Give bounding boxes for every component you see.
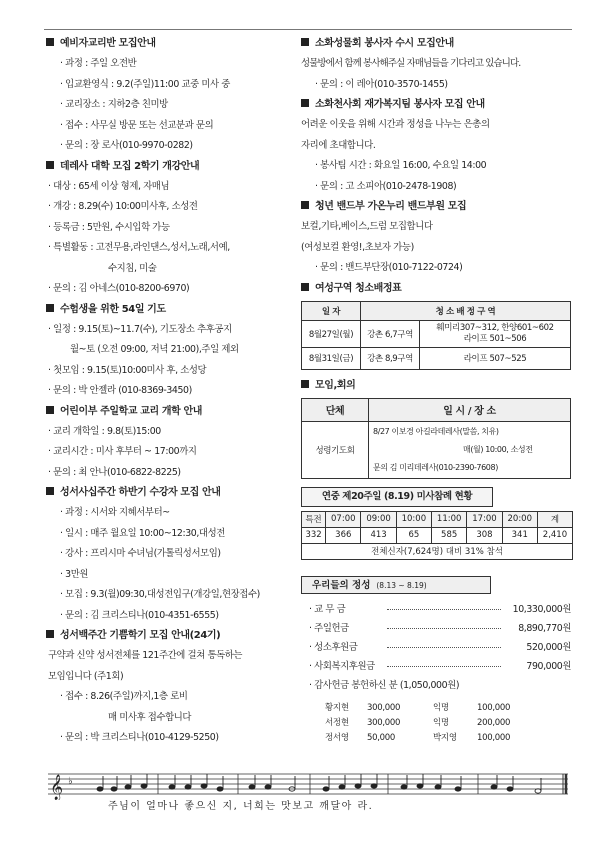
info-line: · 등록금 : 5만원, 수시입학 가능: [48, 221, 170, 233]
offering-row: · 주일헌금 8,890,770원: [309, 622, 571, 634]
info-line: · 개강 : 8.29(수) 10:00미사후, 소성전: [48, 201, 198, 212]
section-title: 데레사 대학 모집 2학기 개강안내: [46, 157, 294, 177]
table-header: 단체: [302, 398, 369, 421]
info-line: 어려운 이웃을 위해 시간과 정성을 나누는 은총의: [301, 119, 490, 130]
section-title: 수험생을 위한 54일 기도: [46, 300, 294, 320]
info-line: · 모집 : 9.3(월)09:30,대성전입구(개강일,현장접수): [60, 589, 260, 600]
info-line: 모임입니다 (주1회): [48, 670, 124, 682]
info-line: · 문의 : 김 아네스(010-8200-6970): [48, 283, 190, 294]
svg-text:♭: ♭: [68, 776, 73, 787]
info-line: · 교리 개학일 : 9.8(토)15:00: [48, 425, 161, 437]
info-line: · 문의 : 박 안젤라 (010-8369-3450): [48, 385, 192, 396]
table-header: 일 자: [302, 301, 361, 320]
section-title: 성서사십주간 하반기 수강자 모집 안내: [46, 483, 294, 503]
info-line: 매 미사후 접수합니다: [108, 711, 192, 723]
hymn-lyrics: 주님이 얼마나 좋으신 지, 너희는 맛보고 깨달아 라.: [108, 801, 374, 812]
donor-row: 황지현 300,000 익명 100,000: [325, 702, 511, 713]
info-line: 월~토 (오전 09:00, 저녁 21:00),주일 제외: [70, 344, 239, 355]
section-title: 청년 밴드부 가온누리 밴드부원 모집: [301, 197, 577, 217]
table-header: 청 소 배 정 구 역: [361, 301, 571, 320]
info-line: 수지침, 미술: [108, 262, 157, 274]
info-line: (여성보컬 환영!,초보자 가능): [301, 241, 414, 253]
table-row: 특전 07:00 09:00 10:00 11:00 17:00 20:00 계: [302, 511, 573, 527]
table-row: 332 366 413 65 585 308 341 2,410: [302, 527, 573, 543]
thanks-offering-label: · 감사헌금 봉헌하신 분 (1,050,000원): [309, 679, 460, 691]
treble-clef-icon: 𝄞: [50, 775, 64, 800]
offering-row: · 성소후원금 520,000원: [309, 641, 571, 653]
info-line: · 접수 : 8.26(주일)까지,1층 로비: [60, 691, 188, 702]
info-line: 보컬,기타,베이스,드럼 모집합니다: [301, 221, 433, 232]
donor-row: 서정현 300,000 익명 200,000: [325, 717, 511, 728]
info-line: · 교리장소 : 지하2층 친미방: [60, 99, 168, 110]
info-line: · 교리시간 : 미사 후부터 ~ 17:00까지: [48, 446, 197, 457]
meeting-table: [301, 398, 571, 479]
info-line: · 문의 : 장 로사(010-9970-0282): [60, 140, 193, 151]
info-line: · 특별활동 : 고전무용,라인댄스,성서,노래,서예,: [48, 242, 230, 253]
info-line: 구약과 신약 성서전체를 121주간에 걸쳐 통독하는: [48, 650, 243, 661]
offering-title: 우리들의 정성 (8.13 ~ 8.19): [301, 576, 491, 594]
info-line: · 과정 : 시서와 지혜서부터~: [60, 507, 170, 518]
info-line: · 문의 : 박 크리스티나(010-4129-5250): [60, 732, 219, 743]
section-title: 소화천사회 재가복지팀 봉사자 모집 안내: [301, 95, 577, 115]
offering-row: · 사회복지후원금 790,000원: [309, 660, 571, 672]
info-line: · 문의 : 최 안나(010-6822-8225): [48, 466, 181, 478]
top-rule: [44, 29, 572, 30]
left-column: [46, 34, 294, 749]
section-title: 예비자교리반 모집안내: [46, 34, 294, 54]
info-line: · 강사 : 프리시마 수녀님(가톨릭성서모임): [60, 548, 221, 559]
right-column: [301, 34, 577, 746]
attendance-title: 연중 제20주일 (8.19) 미사참례 현황: [301, 487, 493, 507]
offering-row: · 교 무 금 10,330,000원: [309, 603, 571, 615]
donor-row: 정서영 50,000 박지영 100,000: [325, 732, 511, 743]
section-title: 모임,회의: [301, 376, 577, 396]
table-row: 전체신자(7,624명) 대비 31% 참석: [302, 543, 573, 559]
info-line: · 3만원: [60, 568, 89, 580]
info-line: · 문의 : 고 소피아(010-2478-1908): [315, 180, 457, 192]
info-line: 성물방에서 함께 봉사해주실 자매님들을 기다리고 있습니다.: [301, 58, 521, 69]
info-line: · 첫모임 : 9.15(토)10:00미사 후, 소성당: [48, 364, 207, 376]
section-title: 어린이부 주일학교 교리 개학 안내: [46, 402, 294, 422]
table-row: 8월31일(금) 강촌 8,9구역 라이프 507~525: [302, 347, 571, 369]
music-staff-icon: [48, 770, 568, 800]
info-line: · 봉사팀 시간 : 화요일 16:00, 수요일 14:00: [315, 160, 487, 171]
info-line: · 문의 : 밴드부단장(010-7122-0724): [315, 262, 463, 273]
table-row: 성령기도회 8/27 이보경 아길라데레사(말씀, 치유) 매(월) 10:00, 소성전 문의 김 미리데레사(010-2390-7608): [302, 421, 571, 478]
info-line: · 문의 : 이 레아(010-3570-1455): [315, 78, 448, 90]
info-line: · 접수 : 사무실 방문 또는 선교분과 문의: [60, 119, 214, 131]
info-line: · 대상 : 65세 이상 형제, 자매님: [48, 180, 170, 192]
info-line: · 과정 : 주일 오전반: [60, 58, 137, 69]
cleaning-table: [301, 301, 571, 370]
attendance-table: [301, 511, 573, 560]
info-line: · 입교환영식 : 9.2(주일)11:00 교중 미사 중: [60, 78, 230, 90]
info-line: · 문의 : 김 크리스티나(010-4351-6555): [60, 609, 219, 621]
section-title: 소화성물회 봉사자 수시 모집안내: [301, 34, 577, 54]
section-title: 성서백주간 기쁨학기 모집 안내(24기): [46, 626, 294, 646]
info-line: 자리에 초대합니다.: [301, 139, 376, 151]
section-title: 여성구역 청소배정표: [301, 279, 577, 299]
info-line: · 일시 : 매주 월요일 10:00~12:30,대성전: [60, 527, 225, 539]
info-line: · 일정 : 9.15(토)~11.7(수), 기도장소 추후공지: [48, 323, 232, 335]
table-header: 일 시 / 장 소: [369, 398, 571, 421]
table-row: 8월27일(월) 강촌 6,7구역 훼미리307~312, 한양601~602 라이프 501~506: [302, 320, 571, 347]
